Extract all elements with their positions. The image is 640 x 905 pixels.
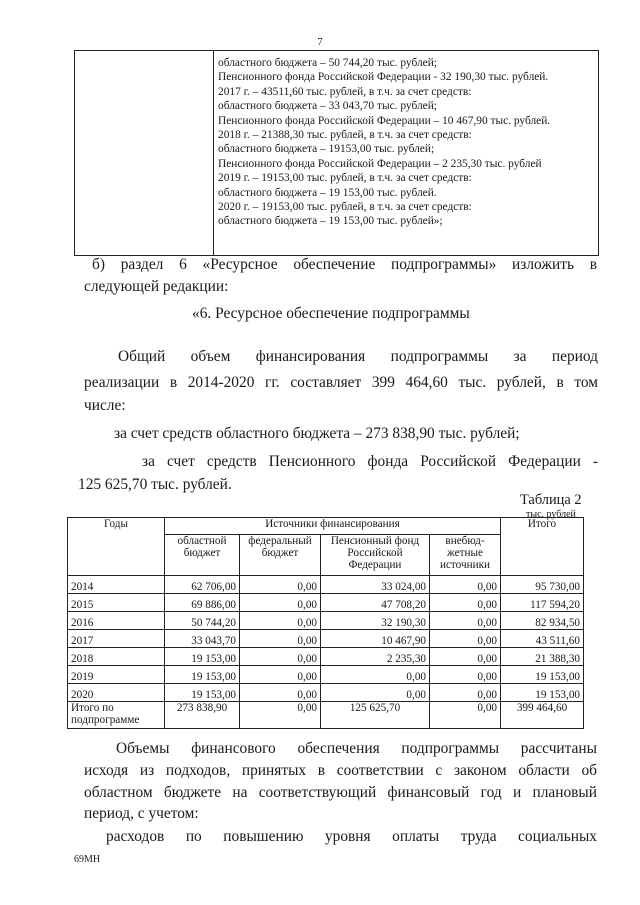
cell-federal: 0,00 bbox=[240, 630, 321, 648]
header-federal: федеральный бюджет bbox=[240, 535, 321, 576]
table-row bbox=[68, 630, 584, 648]
table-unit: тыс. рублей bbox=[526, 509, 576, 520]
cell-pension: 0,00 bbox=[321, 684, 430, 702]
continuation-line: областного бюджета – 19 153,00 тыс. рублей. bbox=[218, 186, 437, 199]
header-total: Итого bbox=[501, 518, 584, 576]
cell-pension: 2 235,30 bbox=[321, 648, 430, 666]
cell-total: 117 594,20 bbox=[501, 594, 584, 612]
cell-offbudget: 0,00 bbox=[430, 594, 501, 612]
continuation-line: 2017 г. – 43511,60 тыс. рублей, в т.ч. за счет средств: bbox=[218, 85, 472, 98]
cell-year: 2015 bbox=[68, 594, 165, 612]
cell-federal: 0,00 bbox=[240, 684, 321, 702]
continuation-line: Пенсионного фонда Российской Федерации - 32 190,30 тыс. рублей. bbox=[218, 71, 549, 84]
table-row bbox=[68, 666, 584, 684]
section-heading: «6. Ресурсное обеспечение подпрограммы bbox=[192, 305, 470, 322]
cell-year: 2020 bbox=[68, 684, 165, 702]
cell-offbudget: 0,00 bbox=[430, 684, 501, 702]
after-table-line5: расходов по повышению уровня оплаты труда социальных bbox=[106, 828, 597, 845]
continuation-line: областного бюджета – 19 153,00 тыс. рублей»; bbox=[218, 215, 443, 228]
table-row bbox=[68, 612, 584, 630]
cell-total: 399 464,60 bbox=[501, 702, 584, 729]
cell-offbudget: 0,00 bbox=[430, 702, 501, 729]
table-row bbox=[68, 576, 584, 594]
cell-pension: 0,00 bbox=[321, 666, 430, 684]
continuation-line: Пенсионного фонда Российской Федерации – 2 235,30 тыс. рублей bbox=[218, 157, 542, 170]
cell-federal: 0,00 bbox=[240, 666, 321, 684]
para3-line2: 125 625,70 тыс. рублей. bbox=[78, 476, 232, 493]
cell-total-label: Итого по подпрограмме bbox=[68, 702, 165, 729]
cell-regional: 62 706,00 bbox=[165, 576, 240, 594]
finance-table bbox=[67, 517, 584, 729]
header-pension: Пенсионный фонд Российской Федерации bbox=[321, 535, 430, 576]
cell-pension: 33 024,00 bbox=[321, 576, 430, 594]
table-row bbox=[68, 648, 584, 666]
cell-year: 2014 bbox=[68, 576, 165, 594]
cell-offbudget: 0,00 bbox=[430, 576, 501, 594]
cell-year: 2016 bbox=[68, 612, 165, 630]
continuation-line: 2018 г. – 21388,30 тыс. рублей, в т.ч. за счет средств: bbox=[218, 129, 472, 142]
para2: за счет средств областного бюджета – 273 838,90 тыс. рублей; bbox=[114, 425, 520, 442]
section-b-line2: следующей редакции: bbox=[84, 278, 229, 295]
continuation-table bbox=[74, 50, 599, 256]
cell-federal: 0,00 bbox=[240, 648, 321, 666]
para3-line1: за счет средств Пенсионного фонда Российской Федерации - bbox=[142, 453, 598, 470]
after-table-line3: областном бюджете на соответствующий финансовый год и плановый bbox=[84, 784, 597, 801]
cell-total: 21 388,30 bbox=[501, 648, 584, 666]
cell-federal: 0,00 bbox=[240, 702, 321, 729]
continuation-line: областного бюджета – 19153,00 тыс. рублей; bbox=[218, 143, 435, 156]
para1-line1: Общий объем финансирования подпрограммы за период bbox=[118, 348, 598, 365]
cell-regional: 19 153,00 bbox=[165, 666, 240, 684]
cell-pension: 47 708,20 bbox=[321, 594, 430, 612]
cell-pension: 10 467,90 bbox=[321, 630, 430, 648]
cell-total: 82 934,50 bbox=[501, 612, 584, 630]
cell-regional: 19 153,00 bbox=[165, 684, 240, 702]
continuation-line: Пенсионного фонда Российской Федерации – 10 467,90 тыс. рублей. bbox=[218, 114, 551, 127]
cell-regional: 273 838,90 bbox=[165, 702, 240, 729]
continuation-line: 2019 г. – 19153,00 тыс. рублей, в т.ч. за счет средств: bbox=[218, 172, 472, 185]
cell-federal: 0,00 bbox=[240, 594, 321, 612]
continuation-table-left-cell bbox=[75, 51, 214, 255]
cell-offbudget: 0,00 bbox=[430, 630, 501, 648]
cell-pension: 125 625,70 bbox=[321, 702, 430, 729]
continuation-table-right-cell bbox=[218, 56, 594, 229]
section-b-line1: б) раздел 6 «Ресурсное обеспечение подпрограммы» изложить в bbox=[92, 256, 597, 273]
table-caption: Таблица 2 bbox=[520, 492, 582, 508]
header-regional: областной бюджет bbox=[165, 535, 240, 576]
cell-total: 19 153,00 bbox=[501, 684, 584, 702]
header-sources: Источники финансирования bbox=[165, 518, 501, 535]
para1-line3: числе: bbox=[84, 397, 126, 414]
cell-offbudget: 0,00 bbox=[430, 648, 501, 666]
cell-year: 2018 bbox=[68, 648, 165, 666]
page-number: 7 bbox=[317, 36, 323, 48]
para1-line2: реализации в 2014-2020 гг. составляет 399 464,60 тыс. рублей, в том bbox=[84, 374, 598, 391]
cell-year: 2019 bbox=[68, 666, 165, 684]
continuation-line: областного бюджета – 50 744,20 тыс. рублей; bbox=[218, 57, 437, 69]
cell-year: 2017 bbox=[68, 630, 165, 648]
table-row bbox=[68, 684, 584, 702]
footer-code: 69МН bbox=[74, 854, 101, 865]
cell-federal: 0,00 bbox=[240, 612, 321, 630]
cell-regional: 33 043,70 bbox=[165, 630, 240, 648]
cell-total: 95 730,00 bbox=[501, 576, 584, 594]
header-years: Годы bbox=[68, 518, 165, 576]
cell-regional: 19 153,00 bbox=[165, 648, 240, 666]
cell-offbudget: 0,00 bbox=[430, 666, 501, 684]
cell-pension: 32 190,30 bbox=[321, 612, 430, 630]
cell-regional: 50 744,20 bbox=[165, 612, 240, 630]
table-total-row bbox=[68, 702, 584, 729]
after-table-line2: исходя из подходов, принятых в соответствии с законом области об bbox=[84, 762, 597, 779]
continuation-line: 2020 г. – 19153,00 тыс. рублей, в т.ч. за счет средств: bbox=[218, 201, 472, 214]
cell-offbudget: 0,00 bbox=[430, 612, 501, 630]
table-row bbox=[68, 594, 584, 612]
continuation-line: областного бюджета – 33 043,70 тыс. рублей; bbox=[218, 100, 437, 113]
cell-total: 19 153,00 bbox=[501, 666, 584, 684]
cell-total: 43 511,60 bbox=[501, 630, 584, 648]
after-table-line4: период, с учетом: bbox=[84, 805, 199, 822]
cell-federal: 0,00 bbox=[240, 576, 321, 594]
header-offbudget: внебюд-жетные источники bbox=[430, 535, 501, 576]
after-table-line1: Объемы финансового обеспечения подпрограммы рассчитаны bbox=[116, 740, 597, 757]
cell-regional: 69 886,00 bbox=[165, 594, 240, 612]
